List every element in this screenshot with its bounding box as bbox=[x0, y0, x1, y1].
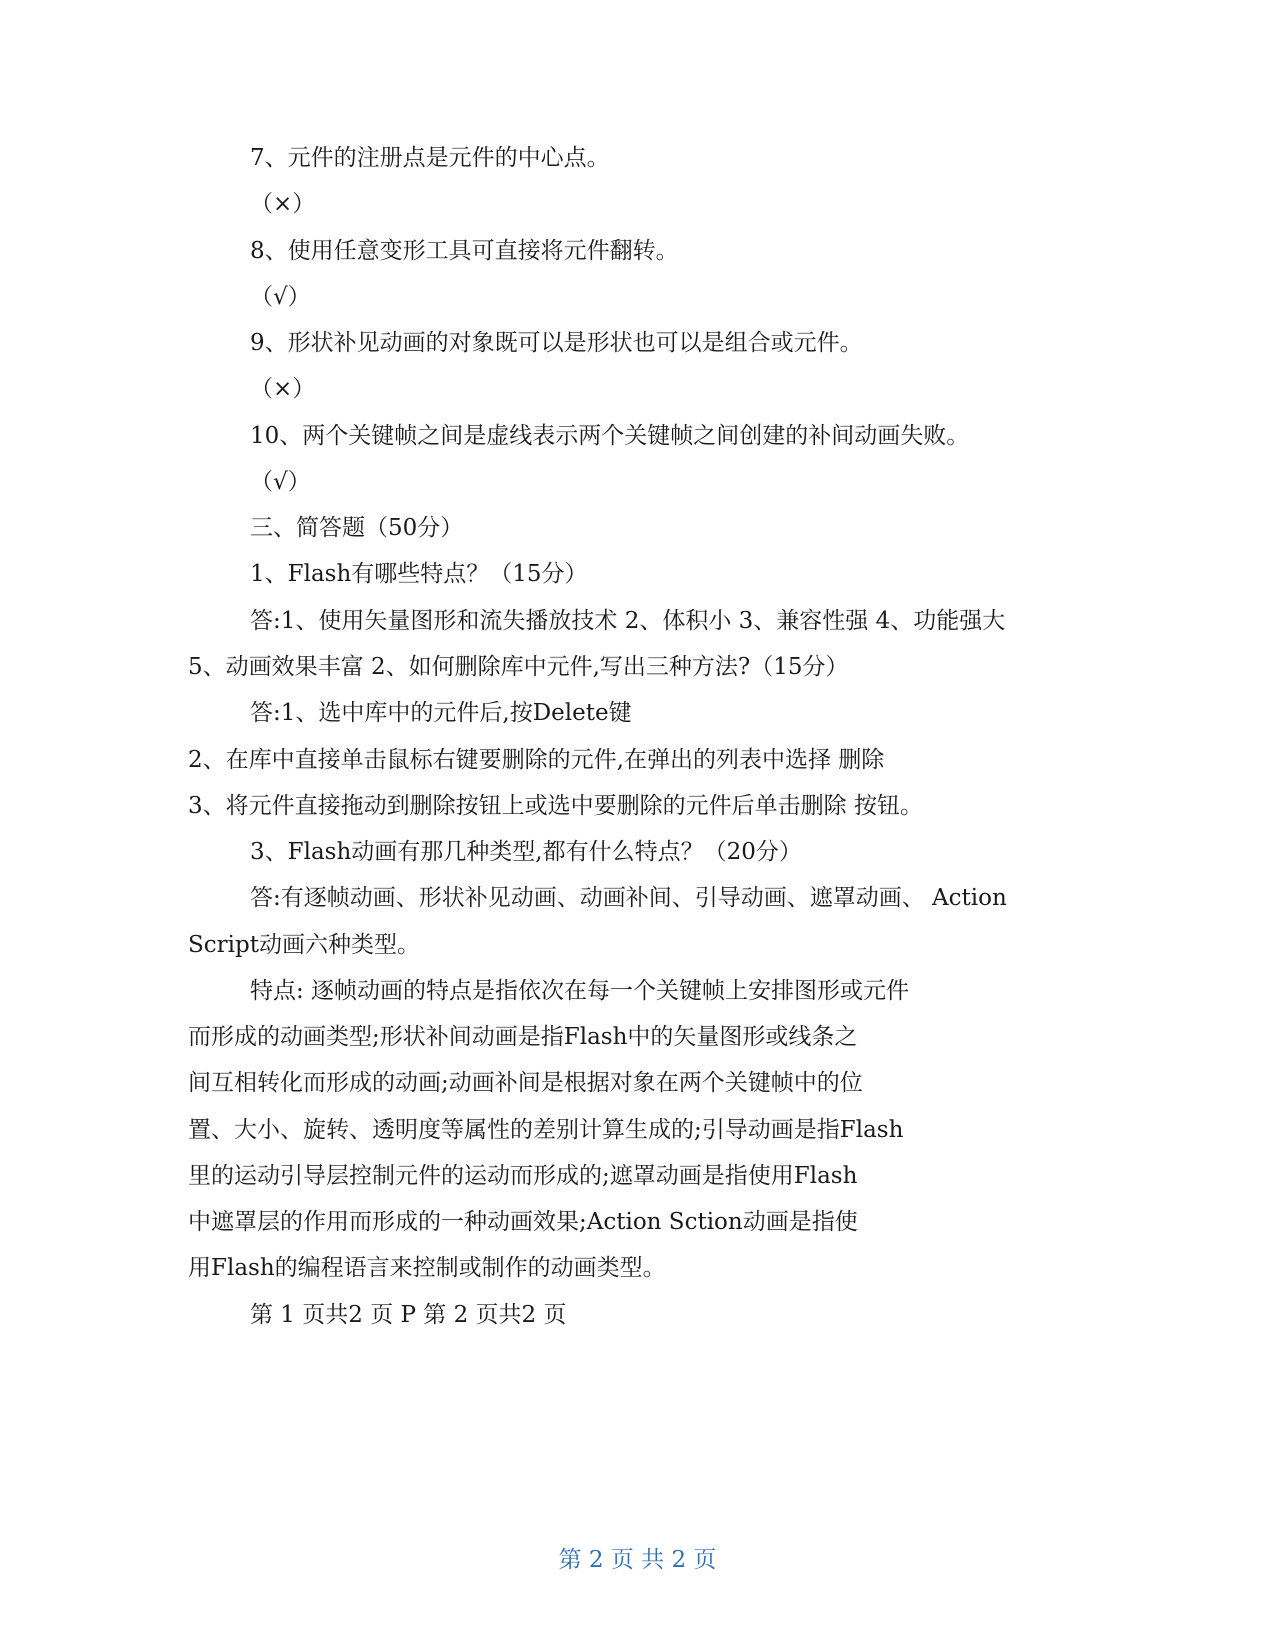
features-line-6: 中遮罩层的作用而形成的一种动画效果;Action Sction动画是指使 bbox=[188, 1209, 858, 1235]
judge-item-10: 10、两个关键帧之间是虚线表示两个关键帧之间创建的补间动画失败。 bbox=[250, 423, 970, 449]
page-footer: 第 2 页 共 2 页 bbox=[558, 1547, 717, 1573]
features-line-1: 特点: 逐帧动画的特点是指依次在每一个关键帧上安排图形或元件 bbox=[250, 978, 910, 1004]
features-line-3: 间互相转化而形成的动画;动画补间是根据对象在两个关键帧中的位 bbox=[188, 1070, 863, 1096]
answer-3-line-1: 答:有逐帧动画、形状补见动画、动画补间、引导动画、遮罩动画、 Action bbox=[250, 885, 1007, 911]
answer-2-line-2: 2、在库中直接单击鼠标右键要删除的元件,在弹出的列表中选择 删除 bbox=[188, 747, 885, 773]
answer-2-line-1: 答:1、选中库中的元件后,按Delete键 bbox=[250, 700, 632, 726]
section-heading: 三、简答题（50分） bbox=[250, 515, 464, 541]
judge-answer-9: （×） bbox=[250, 376, 316, 402]
judge-answer-8: （√） bbox=[250, 284, 311, 310]
features-line-4: 置、大小、旋转、透明度等属性的差别计算生成的;引导动画是指Flash bbox=[188, 1117, 904, 1143]
features-line-5: 里的运动引导层控制元件的运动而形成的;遮罩动画是指使用Flash bbox=[188, 1163, 858, 1189]
judge-answer-10: （√） bbox=[250, 469, 311, 495]
question-3: 3、Flash动画有那几种类型,都有什么特点？（20分） bbox=[250, 839, 802, 865]
answer-3-line-2: Script动画六种类型。 bbox=[188, 932, 420, 958]
judge-item-7: 7、元件的注册点是元件的中心点。 bbox=[250, 145, 610, 171]
features-line-2: 而形成的动画类型;形状补间动画是指Flash中的矢量图形或线条之 bbox=[188, 1024, 858, 1050]
judge-item-9: 9、形状补见动画的对象既可以是形状也可以是组合或元件。 bbox=[250, 330, 863, 356]
judge-item-8: 8、使用任意变形工具可直接将元件翻转。 bbox=[250, 238, 679, 264]
features-line-7: 用Flash的编程语言来控制或制作的动画类型。 bbox=[188, 1255, 666, 1281]
answer-1-line-2: 5、动画效果丰富 2、如何删除库中元件,写出三种方法?（15分） bbox=[188, 654, 849, 680]
judge-answer-7: （×） bbox=[250, 191, 316, 217]
answer-1-line-1: 答:1、使用矢量图形和流失播放技术 2、体积小 3、兼容性强 4、功能强大 bbox=[250, 608, 1006, 634]
page-count-text: 第 1 页共2 页 P 第 2 页共2 页 bbox=[250, 1302, 567, 1328]
question-1: 1、Flash有哪些特点？（15分） bbox=[250, 561, 588, 587]
answer-2-line-3: 3、将元件直接拖动到删除按钮上或选中要删除的元件后单击删除 按钮。 bbox=[188, 793, 923, 819]
